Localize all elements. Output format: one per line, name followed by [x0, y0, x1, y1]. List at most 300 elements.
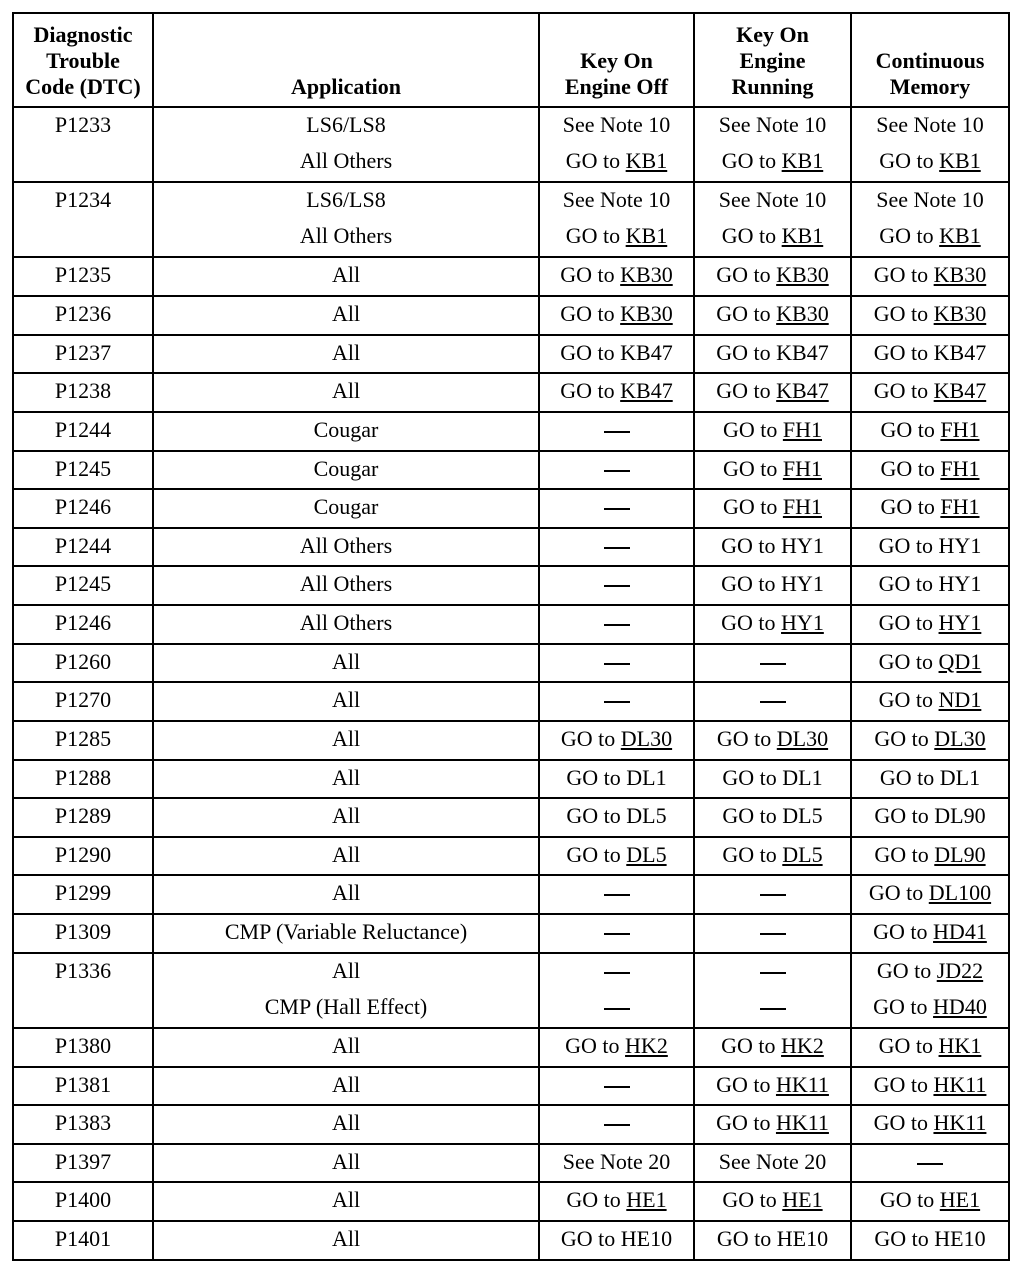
dtc-code-cell [13, 798, 153, 837]
not-applicable-dash [604, 894, 630, 896]
dtc-code: P1235 [54, 262, 112, 288]
table-row [13, 1105, 1009, 1144]
key-on-engine-running-cell [694, 605, 851, 644]
goto-prefix: GO to [873, 1110, 934, 1136]
key-on-engine-off-cell [539, 373, 694, 412]
dtc-code-cell [13, 412, 153, 451]
key-on-engine-off-value [546, 567, 687, 603]
application-text: Cougar [313, 416, 379, 442]
application-text: All [331, 301, 361, 327]
pinpoint-test-link[interactable]: HE1 [782, 1187, 823, 1213]
key-on-engine-running-value [701, 1183, 844, 1219]
application-cell [153, 1067, 539, 1106]
table-row [13, 760, 1009, 799]
application-cell [153, 914, 539, 953]
goto-prefix: GO to [873, 1071, 934, 1097]
key-on-engine-off-value [546, 1029, 687, 1065]
table-row [13, 412, 1009, 451]
pinpoint-test-link[interactable]: HD41 [933, 919, 987, 945]
pinpoint-test-link[interactable]: KB1 [625, 223, 668, 249]
goto-prefix: GO to [716, 301, 777, 327]
application-text: LS6/LS8 [306, 112, 386, 137]
key-on-engine-running-cell [694, 1144, 851, 1183]
table-row [13, 1028, 1009, 1067]
dtc-code: P1246 [54, 494, 112, 520]
application-cell [153, 1182, 539, 1221]
pinpoint-test-link[interactable]: KB1 [781, 148, 824, 173]
key-on-engine-running-value: GO to KB47 [716, 339, 829, 365]
table-row [13, 721, 1009, 760]
pinpoint-test-link[interactable]: HK2 [781, 1032, 824, 1058]
not-applicable-dash [604, 508, 630, 510]
key-on-engine-running-value [701, 413, 844, 449]
application-cell [153, 1221, 539, 1260]
dtc-code-cell [13, 605, 153, 644]
key-on-engine-running-value [701, 838, 844, 874]
application-cell [153, 1144, 539, 1183]
key-on-engine-off-value [546, 838, 687, 874]
goto-prefix: GO to [878, 687, 939, 713]
application-text: All [331, 378, 361, 404]
dtc-code-cell [13, 1067, 153, 1106]
application-text: CMP (Variable Reluctance) [224, 919, 468, 945]
pinpoint-test-link[interactable]: DL90 [934, 841, 986, 867]
continuous-memory-cell [851, 1067, 1009, 1106]
goto-prefix: GO to [880, 455, 941, 481]
pinpoint-test-link[interactable]: HK2 [625, 1032, 668, 1058]
goto-prefix: GO to [878, 610, 939, 636]
goto-prefix: GO to [716, 378, 777, 404]
key-on-engine-running-cell [694, 566, 851, 605]
continuous-memory-value [858, 1106, 1002, 1142]
table-row [13, 837, 1009, 876]
key-on-engine-off-cell [539, 1067, 694, 1106]
pinpoint-test-link[interactable]: KB30 [620, 301, 673, 327]
dtc-code: P1290 [54, 841, 112, 867]
not-applicable-dash [760, 972, 786, 974]
application-cell [153, 489, 539, 528]
key-on-engine-running-cell [694, 335, 851, 374]
pinpoint-test-link[interactable]: KB1 [939, 223, 981, 249]
table-row [13, 914, 1009, 953]
continuous-memory-cell [851, 1182, 1009, 1221]
key-on-engine-running-cell [694, 644, 851, 683]
continuous-memory-value [858, 876, 1002, 912]
dtc-code-cell [13, 1028, 153, 1067]
dtc-code-cell [13, 953, 153, 1028]
pinpoint-test-link[interactable]: DL100 [928, 880, 992, 906]
key-on-engine-running-cell [694, 837, 851, 876]
key-on-engine-running-cell [694, 760, 851, 799]
key-on-engine-off-cell [539, 335, 694, 374]
dtc-code: P1238 [54, 378, 112, 404]
key-on-engine-off-value [546, 990, 687, 1026]
application-cell [153, 837, 539, 876]
continuous-memory-value [858, 144, 1002, 180]
continuous-memory-cell [851, 566, 1009, 605]
dtc-code-cell [13, 682, 153, 721]
key-on-engine-off-cell [539, 451, 694, 490]
pinpoint-test-link[interactable]: DL5 [626, 841, 667, 867]
table-row [13, 798, 1009, 837]
pinpoint-test-link[interactable]: KB30 [776, 262, 829, 288]
dtc-code: P1237 [54, 339, 112, 365]
pinpoint-test-link[interactable]: HY1 [938, 610, 982, 636]
pinpoint-test-link[interactable]: KB30 [933, 301, 987, 327]
continuous-memory-value [858, 258, 1002, 294]
key-on-engine-running-cell [694, 296, 851, 335]
continuous-memory-value: GO to DL1 [879, 764, 981, 790]
application-cell [153, 373, 539, 412]
application-cell [153, 1028, 539, 1067]
key-on-engine-off-value [546, 954, 687, 990]
continuous-memory-value: GO to HY1 [878, 571, 982, 597]
continuous-memory-value [858, 490, 1002, 526]
key-on-engine-running-cell [694, 875, 851, 914]
continuous-memory-value [858, 297, 1002, 333]
pinpoint-test-link[interactable]: KB1 [939, 148, 981, 173]
goto-prefix: GO to [873, 993, 934, 1019]
pinpoint-test-link[interactable]: DL30 [776, 725, 829, 751]
key-on-engine-running-value: GO to HY1 [721, 532, 824, 558]
key-on-engine-off-value [546, 219, 687, 255]
application-cell [153, 182, 539, 257]
dtc-code: P1285 [54, 725, 112, 751]
key-on-engine-off-value: See Note 20 [562, 1148, 671, 1174]
key-on-engine-running-value [701, 722, 844, 758]
application-cell [153, 107, 539, 182]
application-cell [153, 682, 539, 721]
key-on-engine-running-value [701, 683, 844, 719]
key-on-engine-off-value [546, 413, 687, 449]
not-applicable-dash [604, 585, 630, 587]
key-on-engine-off-value [546, 606, 687, 642]
pinpoint-test-link[interactable]: HK11 [933, 1110, 987, 1136]
key-on-engine-running-cell [694, 451, 851, 490]
key-on-engine-running-cell [694, 528, 851, 567]
pinpoint-test-link[interactable]: ND1 [938, 687, 982, 713]
dtc-code-cell [13, 644, 153, 683]
dtc-code-cell [13, 373, 153, 412]
table-row [13, 605, 1009, 644]
pinpoint-test-link[interactable]: KB1 [781, 223, 824, 249]
goto-prefix: GO to [722, 841, 783, 867]
pinpoint-test-link[interactable]: DL30 [620, 725, 673, 751]
key-on-engine-running-value [701, 1029, 844, 1065]
application-text: All [331, 764, 361, 790]
key-on-engine-running-cell [694, 1182, 851, 1221]
continuous-memory-cell [851, 412, 1009, 451]
key-on-engine-running-value: GO to DL1 [722, 764, 823, 790]
key-on-engine-off-cell [539, 875, 694, 914]
key-on-engine-running-value: See Note 10 [718, 112, 827, 137]
dtc-code-cell [13, 528, 153, 567]
continuous-memory-value [858, 606, 1002, 642]
key-on-engine-off-value [546, 915, 687, 951]
continuous-memory-cell [851, 373, 1009, 412]
pinpoint-test-link[interactable]: FH1 [782, 416, 822, 442]
continuous-memory-cell [851, 721, 1009, 760]
key-on-engine-off-value [546, 1183, 687, 1219]
continuous-memory-value [858, 1029, 1002, 1065]
goto-prefix: GO to [876, 957, 937, 983]
pinpoint-test-link[interactable]: HE1 [626, 1187, 667, 1213]
key-on-engine-running-cell [694, 953, 851, 1028]
key-on-engine-running-cell [694, 107, 851, 182]
dtc-code-cell [13, 451, 153, 490]
goto-prefix: GO to [565, 1032, 626, 1058]
continuous-memory-value: GO to HE10 [874, 1226, 986, 1252]
application-text: All Others [299, 223, 393, 249]
continuous-memory-value [858, 990, 1002, 1026]
dtc-code-cell [13, 875, 153, 914]
dtc-code: P1245 [54, 571, 112, 597]
pinpoint-test-link[interactable]: KB47 [620, 378, 673, 404]
dtc-code-cell [13, 182, 153, 257]
pinpoint-test-link[interactable]: FH1 [782, 455, 822, 481]
key-on-engine-off-value [546, 297, 687, 333]
continuous-memory-value [858, 838, 1002, 874]
key-on-engine-off-value [546, 529, 687, 565]
pinpoint-test-link[interactable]: KB30 [776, 301, 829, 327]
pinpoint-test-link[interactable]: KB30 [933, 262, 987, 288]
continuous-memory-value: GO to KB47 [873, 339, 987, 365]
goto-prefix: GO to [721, 1032, 782, 1058]
pinpoint-test-link[interactable]: KB47 [933, 378, 987, 404]
table-row [13, 107, 1009, 182]
dtc-code-cell [13, 1221, 153, 1260]
key-on-engine-off-cell [539, 1144, 694, 1183]
dtc-code: P1401 [54, 1226, 112, 1252]
application-text: All Others [299, 148, 393, 173]
key-on-engine-off-cell [539, 1105, 694, 1144]
application-text: All [331, 725, 361, 751]
not-applicable-dash [604, 431, 630, 433]
goto-prefix: GO to [879, 223, 940, 249]
dtc-code-cell [13, 566, 153, 605]
key-on-engine-running-value [701, 645, 844, 681]
table-row [13, 1144, 1009, 1183]
dtc-code-cell [13, 489, 153, 528]
application-text: All [331, 1071, 361, 1097]
dtc-code: P1244 [54, 532, 112, 558]
continuous-memory-cell [851, 914, 1009, 953]
application-text: All Others [299, 532, 393, 558]
key-on-engine-off-cell [539, 296, 694, 335]
goto-prefix: GO to [878, 648, 939, 674]
goto-prefix: GO to [716, 1110, 776, 1136]
pinpoint-test-link[interactable]: KB1 [625, 148, 668, 173]
goto-prefix: GO to [873, 301, 934, 327]
continuous-memory-value [858, 1068, 1002, 1104]
key-on-engine-running-value: GO to DL5 [722, 803, 823, 829]
continuous-memory-value: GO to HY1 [878, 532, 982, 558]
key-on-engine-off-value: GO to DL5 [566, 803, 667, 829]
not-applicable-dash [760, 701, 786, 703]
pinpoint-test-link[interactable]: HE1 [939, 1187, 981, 1213]
key-on-engine-running-value [701, 452, 844, 488]
goto-prefix: GO to [879, 1187, 940, 1213]
pinpoint-test-link[interactable]: HK11 [775, 1110, 829, 1136]
not-applicable-dash [604, 701, 630, 703]
dtc-code: P1309 [54, 919, 112, 945]
key-on-engine-off-cell [539, 107, 694, 182]
dtc-code: P1246 [54, 610, 112, 636]
continuous-memory-cell [851, 335, 1009, 374]
goto-prefix: GO to [868, 880, 929, 906]
pinpoint-test-link[interactable]: FH1 [782, 494, 822, 520]
dtc-code-cell [13, 760, 153, 799]
key-on-engine-running-cell [694, 798, 851, 837]
continuous-memory-cell [851, 296, 1009, 335]
pinpoint-test-link[interactable]: HK11 [775, 1071, 829, 1097]
application-cell [153, 644, 539, 683]
key-on-engine-off-value [546, 374, 687, 410]
key-on-engine-off-value [546, 683, 687, 719]
goto-prefix: GO to [721, 148, 782, 173]
continuous-memory-cell [851, 760, 1009, 799]
key-on-engine-running-value [701, 490, 844, 526]
key-on-engine-running-cell [694, 1105, 851, 1144]
key-on-engine-running-cell [694, 682, 851, 721]
pinpoint-test-link[interactable]: QD1 [938, 648, 982, 674]
not-applicable-dash [760, 663, 786, 665]
table-row [13, 335, 1009, 374]
key-on-engine-running-value: See Note 20 [718, 1148, 827, 1174]
not-applicable-dash [604, 933, 630, 935]
not-applicable-dash [604, 663, 630, 665]
continuous-memory-cell [851, 837, 1009, 876]
dtc-code-cell [13, 721, 153, 760]
pinpoint-test-link[interactable]: DL5 [782, 841, 823, 867]
table-row [13, 489, 1009, 528]
not-applicable-dash [917, 1163, 943, 1165]
key-on-engine-running-value [701, 374, 844, 410]
key-on-engine-running-cell [694, 373, 851, 412]
continuous-memory-value [858, 1145, 1002, 1181]
continuous-memory-cell [851, 605, 1009, 644]
pinpoint-test-link[interactable]: HY1 [781, 610, 824, 636]
table-row [13, 1221, 1009, 1260]
not-applicable-dash [604, 1124, 630, 1126]
pinpoint-test-link[interactable]: KB30 [620, 262, 673, 288]
continuous-memory-cell [851, 489, 1009, 528]
continuous-memory-value [858, 219, 1002, 255]
key-on-engine-off-cell [539, 914, 694, 953]
dtc-code-cell [13, 107, 153, 182]
goto-prefix: GO to [878, 1032, 939, 1058]
goto-prefix: GO to [722, 1187, 783, 1213]
header-application: Application [153, 13, 539, 107]
key-on-engine-running-cell [694, 914, 851, 953]
pinpoint-test-link[interactable]: HD40 [933, 993, 987, 1019]
key-on-engine-off-cell [539, 953, 694, 1028]
pinpoint-test-link[interactable]: FH1 [940, 494, 980, 520]
pinpoint-test-link[interactable]: FH1 [940, 455, 980, 481]
key-on-engine-running-value [701, 1106, 844, 1142]
key-on-engine-running-cell [694, 721, 851, 760]
application-text: All Others [299, 610, 393, 636]
not-applicable-dash [604, 972, 630, 974]
application-text: All [331, 1187, 361, 1213]
key-on-engine-off-value [546, 722, 687, 758]
key-on-engine-off-value [546, 144, 687, 180]
key-on-engine-off-cell [539, 528, 694, 567]
pinpoint-test-link[interactable]: DL30 [934, 725, 986, 751]
continuous-memory-value [858, 915, 1002, 951]
goto-prefix: GO to [716, 262, 777, 288]
goto-prefix: GO to [722, 416, 783, 442]
application-cell [153, 721, 539, 760]
pinpoint-test-link[interactable]: KB47 [776, 378, 829, 404]
application-text: Cougar [313, 455, 379, 481]
table-row [13, 1067, 1009, 1106]
pinpoint-test-link[interactable]: FH1 [940, 416, 980, 442]
application-cell [153, 451, 539, 490]
continuous-memory-cell [851, 182, 1009, 257]
pinpoint-test-link[interactable]: HK1 [938, 1032, 982, 1058]
application-cell [153, 953, 539, 1028]
table-row [13, 1182, 1009, 1221]
continuous-memory-cell [851, 1105, 1009, 1144]
key-on-engine-running-value [701, 258, 844, 294]
continuous-memory-value: GO to DL90 [874, 803, 986, 829]
pinpoint-test-link[interactable]: HK11 [933, 1071, 987, 1097]
application-cell [153, 875, 539, 914]
key-on-engine-off-cell [539, 644, 694, 683]
continuous-memory-value [858, 1183, 1002, 1219]
table-row [13, 528, 1009, 567]
table-row [13, 875, 1009, 914]
goto-prefix: GO to [565, 148, 626, 173]
dtc-table [12, 12, 1010, 1261]
application-text: All [331, 1110, 361, 1136]
goto-prefix: GO to [722, 494, 783, 520]
goto-prefix: GO to [560, 725, 621, 751]
key-on-engine-off-value [546, 876, 687, 912]
key-on-engine-off-cell [539, 1182, 694, 1221]
goto-prefix: GO to [873, 262, 934, 288]
key-on-engine-off-value: GO to HE10 [560, 1226, 673, 1252]
not-applicable-dash [760, 933, 786, 935]
application-text: LS6/LS8 [306, 187, 386, 213]
key-on-engine-off-value [546, 452, 687, 488]
dtc-code: P1288 [54, 764, 112, 790]
dtc-code: P1245 [54, 455, 112, 481]
continuous-memory-cell [851, 528, 1009, 567]
key-on-engine-off-cell [539, 412, 694, 451]
key-on-engine-off-value [546, 1068, 687, 1104]
application-text: All [331, 262, 361, 288]
table-row [13, 451, 1009, 490]
goto-prefix: GO to [566, 841, 627, 867]
key-on-engine-running-value: GO to HE10 [716, 1226, 829, 1252]
continuous-memory-cell [851, 953, 1009, 1028]
table-row [13, 953, 1009, 1028]
dtc-code: P1397 [54, 1148, 112, 1174]
key-on-engine-off-value [546, 258, 687, 294]
pinpoint-test-link[interactable]: JD22 [936, 957, 984, 983]
not-applicable-dash [760, 894, 786, 896]
header-continuous-memory: Continuous Memory [851, 13, 1009, 107]
continuous-memory-value [858, 452, 1002, 488]
table-row [13, 257, 1009, 296]
continuous-memory-cell [851, 257, 1009, 296]
key-on-engine-off-cell [539, 837, 694, 876]
continuous-memory-cell [851, 875, 1009, 914]
key-on-engine-off-cell [539, 489, 694, 528]
key-on-engine-off-cell [539, 182, 694, 257]
